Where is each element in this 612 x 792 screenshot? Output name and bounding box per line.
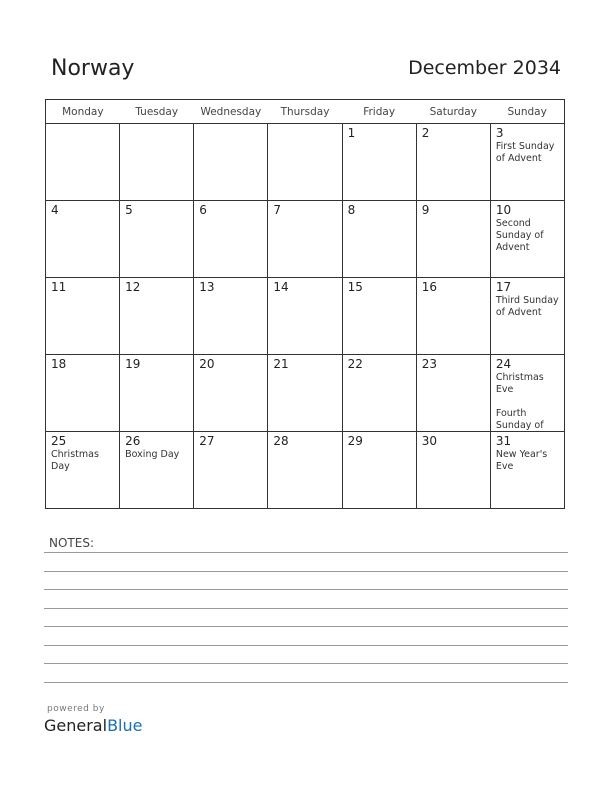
day-number: 31 — [495, 434, 512, 448]
weekday-header: Tuesday — [120, 100, 194, 124]
day-number: 2 — [421, 126, 430, 140]
month-year-title: December 2034 — [408, 57, 561, 79]
day-number: 12 — [125, 280, 141, 294]
weekday-header: Saturday — [416, 100, 490, 124]
day-number: 26 — [125, 434, 141, 448]
day-number: 30 — [421, 434, 437, 448]
day-number: 10 — [495, 203, 512, 217]
day-cell — [342, 432, 416, 509]
day-number: 14 — [273, 280, 289, 294]
day-cell — [120, 432, 194, 509]
day-cell — [416, 278, 490, 355]
holiday-label: Christmas Day — [51, 449, 99, 472]
day-number: 27 — [199, 434, 215, 448]
holiday-label: First Sunday of Advent — [495, 141, 555, 164]
day-cell — [490, 432, 564, 509]
note-line — [44, 626, 568, 645]
week-row — [46, 355, 565, 432]
day-cell — [268, 124, 342, 201]
day-cell — [120, 278, 194, 355]
day-number: 17 — [495, 280, 512, 294]
day-number: 8 — [347, 203, 356, 217]
holiday-label: Christmas Eve — [495, 372, 544, 395]
day-cell — [120, 355, 194, 432]
day-cell — [194, 432, 268, 509]
note-line — [44, 571, 568, 590]
week-row — [46, 124, 565, 201]
day-number: 20 — [199, 357, 215, 371]
day-number: 11 — [51, 280, 67, 294]
note-line — [44, 682, 568, 701]
day-number: 4 — [51, 203, 59, 217]
note-line — [44, 608, 568, 627]
day-number: 16 — [421, 280, 437, 294]
weekday-header: Thursday — [268, 100, 342, 124]
week-row — [46, 201, 565, 278]
day-number: 15 — [347, 280, 363, 294]
day-cell — [268, 355, 342, 432]
calendar-grid — [45, 99, 565, 509]
weekday-header: Wednesday — [194, 100, 268, 124]
day-cell — [120, 201, 194, 278]
day-number: 23 — [421, 357, 437, 371]
day-cell — [120, 124, 194, 201]
day-cell — [46, 432, 120, 509]
holiday-label: Boxing Day — [125, 449, 180, 460]
day-cell — [490, 201, 564, 278]
day-number: 28 — [273, 434, 289, 448]
day-number: 7 — [273, 203, 282, 217]
day-number: 21 — [273, 357, 289, 371]
week-row — [46, 432, 565, 509]
day-cell — [490, 278, 564, 355]
holiday-label: New Year's Eve — [495, 449, 548, 472]
weekday-header-row — [46, 100, 565, 124]
notes-lines — [44, 552, 568, 700]
day-cell — [194, 355, 268, 432]
day-cell — [46, 124, 120, 201]
day-number: 5 — [125, 203, 133, 217]
day-cell — [342, 355, 416, 432]
weekday-header: Sunday — [490, 100, 564, 124]
note-line — [44, 663, 568, 682]
weekday-header: Friday — [342, 100, 416, 124]
note-line — [44, 552, 568, 571]
day-cell — [268, 278, 342, 355]
day-cell — [46, 278, 120, 355]
day-number: 13 — [199, 280, 215, 294]
weekday-header: Monday — [46, 100, 120, 124]
brand-general: General — [44, 716, 108, 735]
day-cell — [490, 355, 564, 432]
day-number: 25 — [51, 434, 67, 448]
day-number: 1 — [347, 126, 356, 140]
day-number: 6 — [199, 203, 207, 217]
day-cell — [194, 124, 268, 201]
day-number: 19 — [125, 357, 141, 371]
day-cell — [416, 201, 490, 278]
holiday-label: Second Sunday of Advent — [495, 218, 544, 253]
day-cell — [268, 432, 342, 509]
day-number: 3 — [495, 126, 504, 140]
day-number: 29 — [347, 434, 363, 448]
notes-label: NOTES: — [49, 536, 94, 550]
holiday-label: Fourth Sunday of — [495, 408, 544, 431]
day-cell — [342, 278, 416, 355]
powered-by-text: powered by — [47, 704, 105, 714]
note-line — [44, 589, 568, 608]
day-cell — [342, 201, 416, 278]
day-number: 9 — [421, 203, 430, 217]
day-cell — [416, 124, 490, 201]
day-number: 18 — [51, 357, 67, 371]
day-cell — [416, 355, 490, 432]
day-cell — [490, 124, 564, 201]
day-cell — [46, 355, 120, 432]
week-row — [46, 278, 565, 355]
day-cell — [342, 124, 416, 201]
note-line — [44, 645, 568, 664]
day-number: 22 — [347, 357, 363, 371]
country-title: Norway — [51, 56, 135, 81]
day-cell — [194, 201, 268, 278]
generalblue-logo — [44, 716, 142, 735]
calendar-body — [46, 124, 565, 509]
day-cell — [416, 432, 490, 509]
holiday-label: Third Sunday of Advent — [495, 295, 559, 318]
day-number: 24 — [495, 357, 512, 371]
day-cell — [194, 278, 268, 355]
day-cell — [46, 201, 120, 278]
brand-blue: Blue — [107, 716, 143, 735]
day-cell — [268, 201, 342, 278]
